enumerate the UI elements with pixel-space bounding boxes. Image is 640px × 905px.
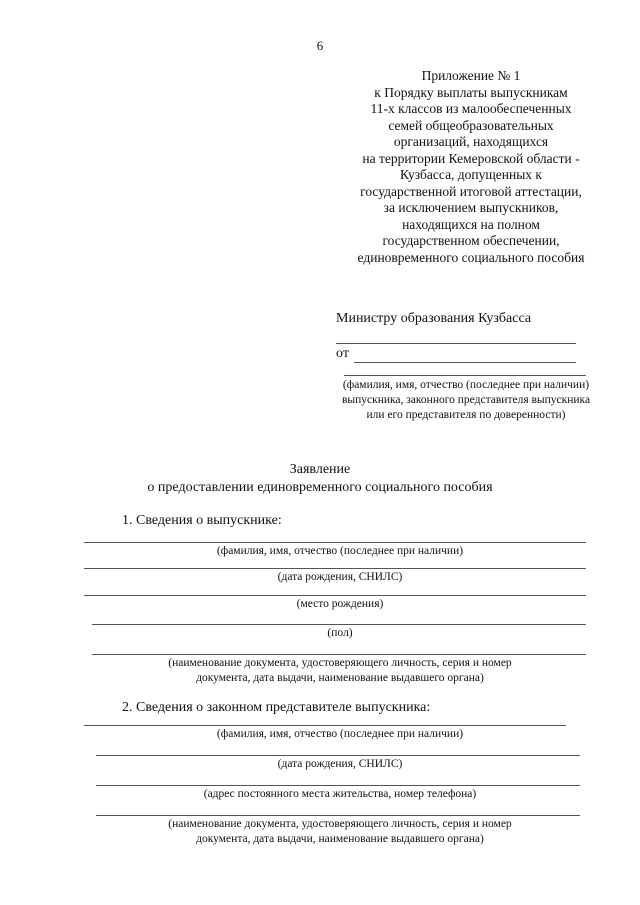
- section2-field-caption: (дата рождения, СНИЛС): [277, 758, 403, 770]
- document-title: [0, 461, 640, 497]
- section1-field-caption: (фамилия, имя, отчество (последнее при наличии): [216, 545, 464, 557]
- title-line: Заявление: [289, 462, 351, 477]
- section1-field-line[interactable]: [84, 542, 586, 543]
- appendix-line: государственном обеспечении,: [382, 233, 560, 248]
- section1-field-line[interactable]: [84, 568, 586, 569]
- appendix-line: семей общеобразовательных: [388, 117, 554, 133]
- section1-field-caption: (дата рождения, СНИЛС): [277, 571, 403, 583]
- appendix-line: Кузбасса, допущенных к: [399, 167, 542, 182]
- appendix-line: 11-х классов из малообеспеченных: [370, 101, 572, 116]
- appendix-line: организаций, находящихся: [393, 134, 549, 149]
- section1-field-caption: (пол): [327, 627, 353, 639]
- section2-field-caption: (наименование документа, удостоверяющего личность, серия и номер документа, дата выдачи, наименование выдавшего органа): [168, 818, 512, 845]
- section1-field-caption: (наименование документа, удостоверяющего личность, серия и номер документа, дата выдачи, наименование выдавшего органа): [168, 657, 512, 684]
- from-caption: (фамилия, имя, отчество (последнее при наличии) выпускника, законного представителя выпускника или его представителя по доверенности): [341, 379, 591, 421]
- addressee-blank-line[interactable]: [336, 343, 576, 344]
- appendix-line: находящихся на полном: [402, 216, 540, 232]
- section2-field-line[interactable]: [96, 755, 580, 756]
- appendix-line: государственной итоговой аттестации,: [360, 183, 582, 199]
- section1-field-line[interactable]: [84, 595, 586, 596]
- appendix-line: к Порядку выплаты выпускникам: [374, 84, 568, 100]
- addressee-ministry: Министру образования Кузбасса: [336, 311, 532, 326]
- section2-field-line[interactable]: [96, 785, 580, 786]
- title-subtitle: о предоставлении единовременного социального пособия: [147, 480, 493, 495]
- section2-field-caption: (фамилия, имя, отчество (последнее при наличии): [216, 728, 464, 740]
- from-label: от: [336, 346, 349, 361]
- section1-field-line[interactable]: [92, 654, 586, 655]
- page-number: 6: [316, 38, 324, 53]
- section2-field-caption: (адрес постоянного места жительства, номер телефона): [203, 788, 477, 800]
- from-blank-line-2[interactable]: [344, 375, 586, 376]
- appendix-line: Приложение № 1: [421, 68, 521, 83]
- section1-field-line[interactable]: [92, 624, 586, 625]
- appendix-line: на территории Кемеровской области -: [362, 150, 580, 166]
- section2-heading: 2. Сведения о законном представителе выпускника:: [122, 700, 431, 715]
- section2-field-line[interactable]: [96, 815, 580, 816]
- appendix-line: за исключением выпускников,: [383, 200, 559, 215]
- section1-field-caption: (место рождения): [296, 598, 384, 610]
- section1-heading: 1. Сведения о выпускнике:: [122, 513, 282, 528]
- section2-field-line[interactable]: [84, 725, 566, 726]
- from-blank-line[interactable]: [354, 362, 576, 363]
- appendix-line: единовременного социального пособия: [357, 249, 585, 265]
- appendix-header: [336, 68, 606, 266]
